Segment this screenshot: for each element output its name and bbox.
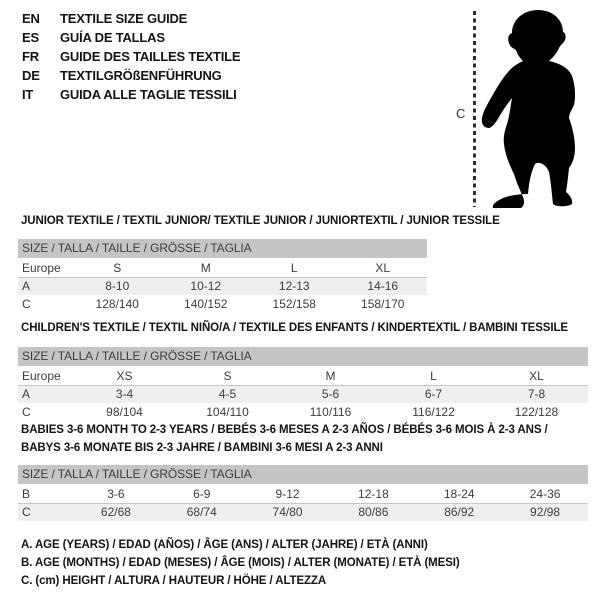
- language-row: [22, 47, 240, 66]
- size-value: 12-13: [278, 279, 310, 294]
- table-row-a: [18, 385, 588, 403]
- language-label: GUIDE DES TAILLES TEXTILE: [60, 49, 241, 64]
- language-code: IT: [22, 87, 34, 102]
- size-table-section: [18, 319, 588, 421]
- size-value: 74/80: [272, 505, 303, 520]
- size-value: 110/116: [309, 405, 352, 419]
- size-table: [18, 465, 588, 521]
- row-label: C: [22, 505, 31, 520]
- size-header-row: [18, 347, 588, 367]
- size-value: 140/152: [184, 297, 228, 311]
- size-value: 18-24: [416, 485, 502, 503]
- section-title-line: CHILDREN'S TEXTILE / TEXTIL NIÑO/A / TEXTILE DES ENFANTS / KINDERTEXTIL / BAMBINI TESSILE: [21, 322, 568, 334]
- section-title-line: JUNIOR TEXTILE / TEXTIL JUNIOR/ TEXTILE JUNIOR / JUNIORTEXTIL / JUNIOR TESSILE: [21, 215, 500, 227]
- table-row-c: [18, 403, 588, 421]
- size-value: 10-12: [190, 279, 222, 294]
- table-row-a: [18, 277, 427, 295]
- language-row: [22, 9, 240, 28]
- table-row-europe: [18, 259, 427, 277]
- size-value: 68/74: [186, 505, 217, 520]
- row-label: A: [22, 279, 31, 294]
- size-value: 152/158: [272, 297, 316, 311]
- size-value: M: [279, 367, 382, 385]
- language-code: DE: [22, 68, 40, 83]
- size-value: XL: [485, 367, 588, 385]
- size-value: 8-10: [105, 279, 130, 294]
- table-row-b: [18, 485, 588, 503]
- size-value: 158/170: [361, 297, 405, 311]
- footnotes: [21, 536, 460, 590]
- language-code: ES: [22, 30, 39, 45]
- size-value: L: [382, 367, 485, 385]
- language-row: [22, 28, 240, 47]
- section-title-line: BABIES 3-6 MONTH TO 2-3 YEARS / BEBÉS 3-6 MESES A 2-3 AÑOS / BÉBÉS 3-6 MOIS À 2-3 ANS /: [21, 424, 548, 436]
- size-value: 14-16: [367, 279, 399, 294]
- language-code: FR: [22, 49, 39, 64]
- row-label: A: [22, 387, 31, 402]
- size-value: 5-6: [321, 387, 340, 402]
- size-value: 9-12: [245, 485, 331, 503]
- size-table-section: [18, 421, 588, 521]
- language-code: EN: [22, 11, 40, 26]
- size-value: 62/68: [100, 505, 131, 520]
- language-row: [22, 85, 240, 104]
- footnote-line: C. (cm) HEIGHT / ALTURA / HAUTEUR / HÖHE / ALTEZZA: [21, 575, 327, 587]
- size-value: S: [176, 367, 279, 385]
- row-label: Europe: [18, 259, 73, 277]
- size-table: [18, 239, 427, 313]
- size-value: 7-8: [527, 387, 546, 402]
- language-list: [22, 9, 240, 104]
- row-label: C: [22, 297, 31, 311]
- row-label: Europe: [18, 367, 73, 385]
- section-title: [21, 212, 500, 230]
- row-label: B: [18, 485, 73, 503]
- size-value: 92/98: [530, 505, 561, 520]
- size-header-cell: SIZE / TALLA / TAILLE / GRÖSSE / TAGLIA: [18, 465, 588, 485]
- section-title-line: BABYS 3-6 MONATE BIS 2-3 JAHRE / BAMBINI 3-6 MESI A 2-3 ANNI: [21, 442, 383, 454]
- size-header-cell: SIZE / TALLA / TAILLE / GRÖSSE / TAGLIA: [18, 239, 427, 259]
- size-value: 24-36: [502, 485, 588, 503]
- size-value: 116/122: [412, 405, 455, 419]
- size-value: 12-18: [330, 485, 416, 503]
- language-label: TEXTILGRÖßENFÜHRUNG: [60, 68, 222, 83]
- size-value: 98/104: [106, 405, 143, 419]
- size-table: [18, 347, 588, 421]
- size-value: 128/140: [95, 297, 139, 311]
- footnote-line: B. AGE (MONTHS) / EDAD (MESES) / ÂGE (MOIS) / ALTER (MONATE) / ETÀ (MESI): [21, 557, 460, 569]
- height-measure-label: C: [456, 106, 466, 121]
- language-label: TEXTILE SIZE GUIDE: [60, 11, 188, 26]
- size-value: XL: [339, 259, 428, 277]
- size-value: S: [73, 259, 162, 277]
- height-measure-dotted-line: [473, 11, 476, 207]
- size-value: 4-5: [218, 387, 237, 402]
- table-row-europe: [18, 367, 588, 385]
- size-header-row: [18, 465, 588, 485]
- size-table-section: [18, 212, 500, 313]
- size-value: 3-6: [73, 485, 159, 503]
- size-value: 6-7: [424, 387, 443, 402]
- language-row: [22, 66, 240, 85]
- size-value: 6-9: [159, 485, 245, 503]
- size-value: 122/128: [514, 405, 559, 419]
- footnote-line: A. AGE (YEARS) / EDAD (AÑOS) / ÂGE (ANS) / ALTER (JAHRE) / ETÀ (ANNI): [21, 539, 428, 551]
- toddler-silhouette-icon: [479, 6, 579, 208]
- table-row-c: [18, 503, 588, 521]
- size-value: 3-4: [115, 387, 134, 402]
- size-value: 104/110: [206, 405, 249, 419]
- size-value: 80/86: [358, 505, 389, 520]
- size-header-row: [18, 239, 427, 259]
- row-label: C: [22, 405, 31, 419]
- language-label: GUIDA ALLE TAGLIE TESSILI: [60, 87, 237, 102]
- size-value: 86/92: [444, 505, 475, 520]
- language-label: GUÍA DE TALLAS: [60, 30, 165, 45]
- table-row-c: [18, 295, 427, 313]
- size-value: M: [162, 259, 251, 277]
- section-title: [21, 319, 588, 337]
- section-title: [21, 421, 588, 457]
- size-value: L: [250, 259, 339, 277]
- size-header-cell: SIZE / TALLA / TAILLE / GRÖSSE / TAGLIA: [18, 347, 588, 367]
- size-value: XS: [73, 367, 176, 385]
